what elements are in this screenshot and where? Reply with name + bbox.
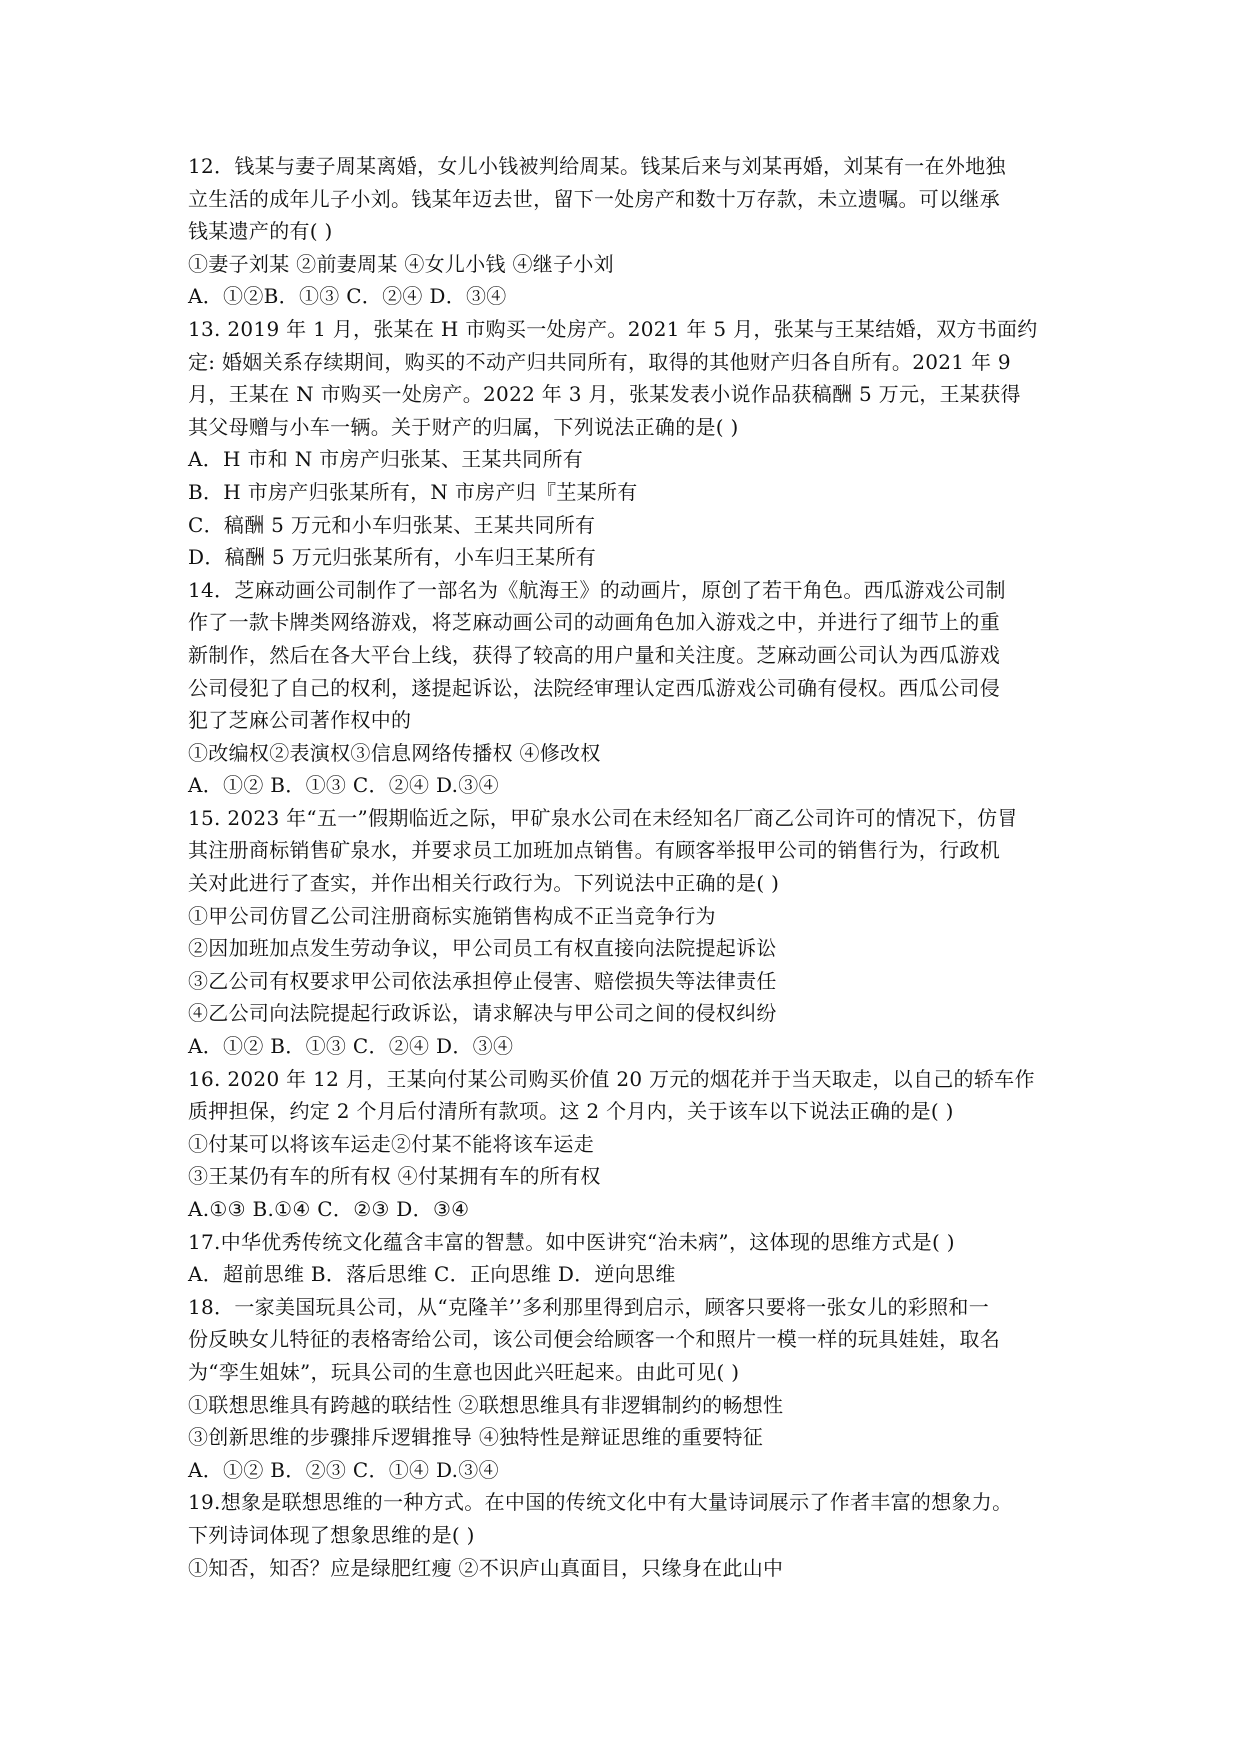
text-line: A．①② B．①③ C．②④ D.③④ (188, 773, 499, 798)
text-line: A．H 市和 N 市房产归张某、王某共同所有 (188, 447, 584, 472)
text-line: ①改编权②表演权③信息网络传播权 ④修改权 (188, 740, 601, 765)
text-line: ③乙公司有权要求甲公司依法承担停止侵害、赔偿损失等法律责任 (188, 968, 777, 993)
text-line: ①付某可以将该车运走②付某不能将该车运走 (188, 1131, 594, 1156)
text-line: 下列诗词体现了想象思维的是( ) (188, 1522, 475, 1547)
text-line: ③王某仍有车的所有权 ④付某拥有车的所有权 (188, 1164, 601, 1189)
text-line: 公司侵犯了自己的权利，遂提起诉讼，法院经审理认定西瓜游戏公司确有侵权。西瓜公司侵 (188, 675, 1000, 700)
text-line: 其父母赠与小车一辆。关于财产的归属，下列说法正确的是( ) (188, 414, 739, 439)
text-line: A．超前思维 B．落后思维 C．正向思维 D．逆向思维 (188, 1262, 676, 1287)
text-line: 13. 2019 年 1 月，张某在 H 市购买一处房产。2021 年 5 月，张某与王某结婚，双方书面约 (188, 316, 1038, 341)
text-line: 立生活的成年儿子小刘。钱某年迈去世，留下一处房产和数十万存款，未立遗嘱。可以继承 (188, 186, 1000, 211)
text-line: A．①②B．①③ C．②④ D．③④ (188, 284, 507, 309)
text-line: 16. 2020 年 12 月，王某向付某公司购买价值 20 万元的烟花并于当天取走，以自己的轿车作 (188, 1066, 1035, 1091)
text-line: 为“孪生姐妹”，玩具公司的生意也因此兴旺起来。由此可见( ) (188, 1359, 740, 1384)
text-line: ②因加班加点发生劳动争议，甲公司员工有权直接向法院提起诉讼 (188, 936, 777, 961)
exam-page (188, 150, 1054, 1584)
text-line: B．H 市房产归张某所有，N 市房产归『芏某所有 (188, 479, 638, 504)
text-line: A.①③ B.①④ C．②③ D．③④ (188, 1197, 470, 1221)
text-line: 质押担保，约定 2 个月后付清所有款项。这 2 个月内，关于该车以下说法正确的是( ) (188, 1099, 954, 1124)
text-line: 其注册商标销售矿泉水，并要求员工加班加点销售。有顾客举报甲公司的销售行为，行政机 (188, 838, 1000, 863)
text-line: 犯了芝麻公司著作权中的 (188, 708, 412, 733)
text-line: 关对此进行了查实，并作出相关行政行为。下列说法中正确的是( ) (188, 871, 780, 896)
text-line: 19.想象是联想思维的一种方式。在中国的传统文化中有大量诗词展示了作者丰富的想象力。 (188, 1490, 1013, 1515)
text-line: 15. 2023 年“五一”假期临近之际，甲矿泉水公司在未经知名厂商乙公司许可的情况下，仿冒 (188, 805, 1018, 830)
text-line: 新制作，然后在各大平台上线，获得了较高的用户量和关注度。芝麻动画公司认为西瓜游戏 (188, 642, 1000, 667)
text-line: 17.中华优秀传统文化蕴含丰富的智慧。如中医讲究“治未病”，这体现的思维方式是( ) (188, 1229, 955, 1254)
text-line: A．①② B．②③ C．①④ D.③④ (188, 1457, 499, 1482)
text-line: ①联想思维具有跨越的联结性 ②联想思维具有非逻辑制约的畅想性 (188, 1392, 784, 1417)
text-line: 14．芝麻动画公司制作了一部名为《航海王》的动画片，原创了若干角色。西瓜游戏公司制 (188, 577, 1006, 602)
text-line: 份反映女儿特征的表格寄给公司，该公司便会给顾客一个和照片一模一样的玩具娃娃，取名 (188, 1327, 1000, 1352)
text-line: 12．钱某与妻子周某离婚，女儿小钱被判给周某。钱某后来与刘某再婚，刘某有一在外地独 (188, 154, 1006, 178)
text-line: ③创新思维的步骤排斥逻辑推导 ④独特性是辩证思维的重要特征 (188, 1425, 764, 1450)
text-line: ①知否，知否？应是绿肥红瘦 ②不识庐山真面目，只缘身在此山中 (188, 1555, 784, 1580)
text-line: 月，王某在 N 市购买一处房产。2022 年 3 月，张某发表小说作品获稿酬 5 万元，王某获得 (188, 382, 1021, 407)
text-line: ①妻子刘某 ②前妻周某 ④女儿小钱 ④继子小刘 (188, 251, 614, 276)
text-line: D．稿酬 5 万元归张某所有，小车归王某所有 (188, 545, 597, 570)
text-line: 钱某遗产的有( ) (188, 219, 333, 244)
text-line: ④乙公司向法院提起行政诉讼，请求解决与甲公司之间的侵权纠纷 (188, 1001, 777, 1026)
text-line: A．①② B．①③ C．②④ D．③④ (188, 1034, 514, 1059)
text-line: 18．一家美国玩具公司，从“克隆羊’’多利那里得到启示，顾客只要将一张女儿的彩照和一 (188, 1294, 989, 1319)
text-line: C．稿酬 5 万元和小车归张某、王某共同所有 (188, 512, 596, 537)
text-line: ①甲公司仿冒乙公司注册商标实施销售构成不正当竞争行为 (188, 903, 716, 928)
text-line: 定: 婚姻关系存续期间，购买的不动产归共同所有，取得的其他财产归各自所有。2021 年 9 (188, 349, 1011, 374)
text-line: 作了一款卡牌类网络游戏，将芝麻动画公司的动画角色加入游戏之中，并进行了细节上的重 (188, 610, 1000, 635)
